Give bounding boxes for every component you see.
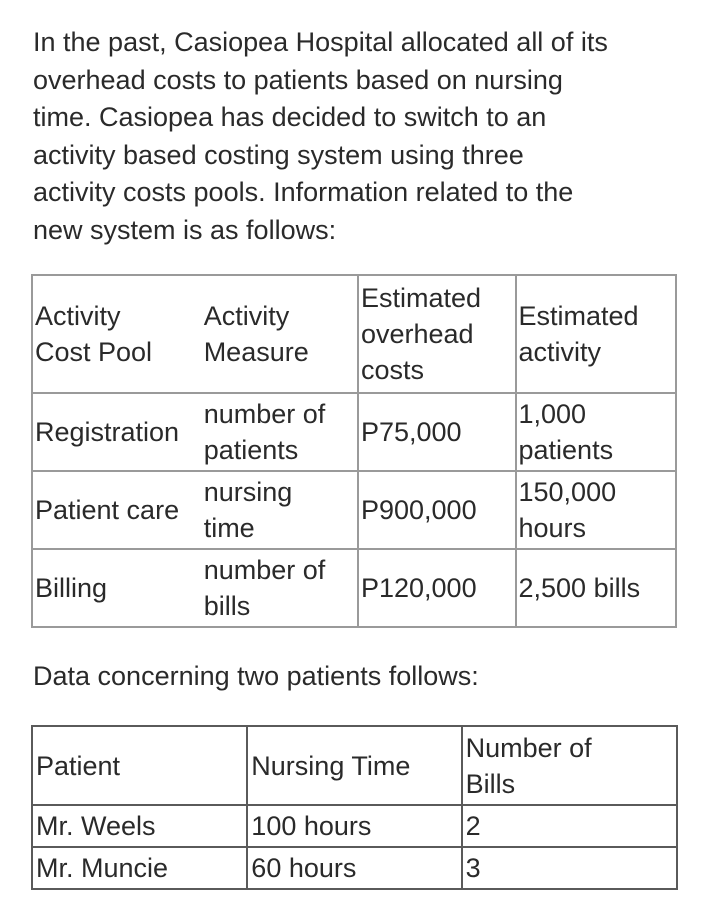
intro-line: In the past, Casiopea Hospital allocated all of its — [33, 27, 608, 57]
header-estimated-activity: Estimated activity — [516, 275, 677, 393]
cell-pool: Patient care — [32, 471, 202, 549]
header-activity-cost-pool: Activity Cost Pool — [32, 275, 202, 393]
header-patient: Patient — [32, 726, 247, 805]
cell-activity: 1,000 patients — [516, 393, 677, 471]
table-header-row — [32, 726, 677, 805]
activity-cost-table — [31, 274, 677, 628]
table-row — [32, 805, 677, 847]
header-nursing-time: Nursing Time — [247, 726, 461, 805]
header-activity-measure: Activity Measure — [202, 275, 358, 393]
cell-cost: P120,000 — [358, 549, 516, 627]
header-number-of-bills: Number of Bills — [462, 726, 677, 805]
table-row — [32, 549, 676, 627]
intro-line: activity costs pools. Information related to the — [33, 177, 574, 207]
table-row — [32, 471, 676, 549]
cell-measure: nursing time — [202, 471, 358, 549]
cell-pool: Billing — [32, 549, 202, 627]
cell-pool: Registration — [32, 393, 202, 471]
intro-line: new system is as follows: — [33, 214, 337, 245]
cell-bills: 3 — [462, 847, 677, 889]
table-row — [32, 847, 677, 889]
intro-line: overhead costs to patients based on nursing — [33, 64, 563, 95]
cell-activity: 2,500 bills — [516, 549, 677, 627]
cell-nursing-time: 60 hours — [247, 847, 461, 889]
cell-measure: number of patients — [202, 393, 358, 471]
cell-patient: Mr. Muncie — [32, 847, 247, 889]
header-estimated-overhead-costs: Estimated overhead costs — [358, 275, 516, 393]
cell-activity: 150,000 hours — [516, 471, 677, 549]
cell-nursing-time: 100 hours — [247, 805, 461, 847]
cell-bills: 2 — [462, 805, 677, 847]
cell-cost: P75,000 — [358, 393, 516, 471]
cell-cost: P900,000 — [358, 471, 516, 549]
cell-measure: number of bills — [202, 549, 358, 627]
cell-patient: Mr. Weels — [32, 805, 247, 847]
patient-data-table — [31, 725, 678, 890]
intro-line: time. Casiopea has decided to switch to an — [33, 102, 547, 132]
intro-line: activity based costing system using three — [33, 139, 524, 170]
intro-paragraph — [33, 24, 705, 249]
table-row — [32, 393, 676, 471]
section-text: Data concerning two patients follows: — [33, 661, 479, 691]
table-header-row — [32, 275, 676, 393]
